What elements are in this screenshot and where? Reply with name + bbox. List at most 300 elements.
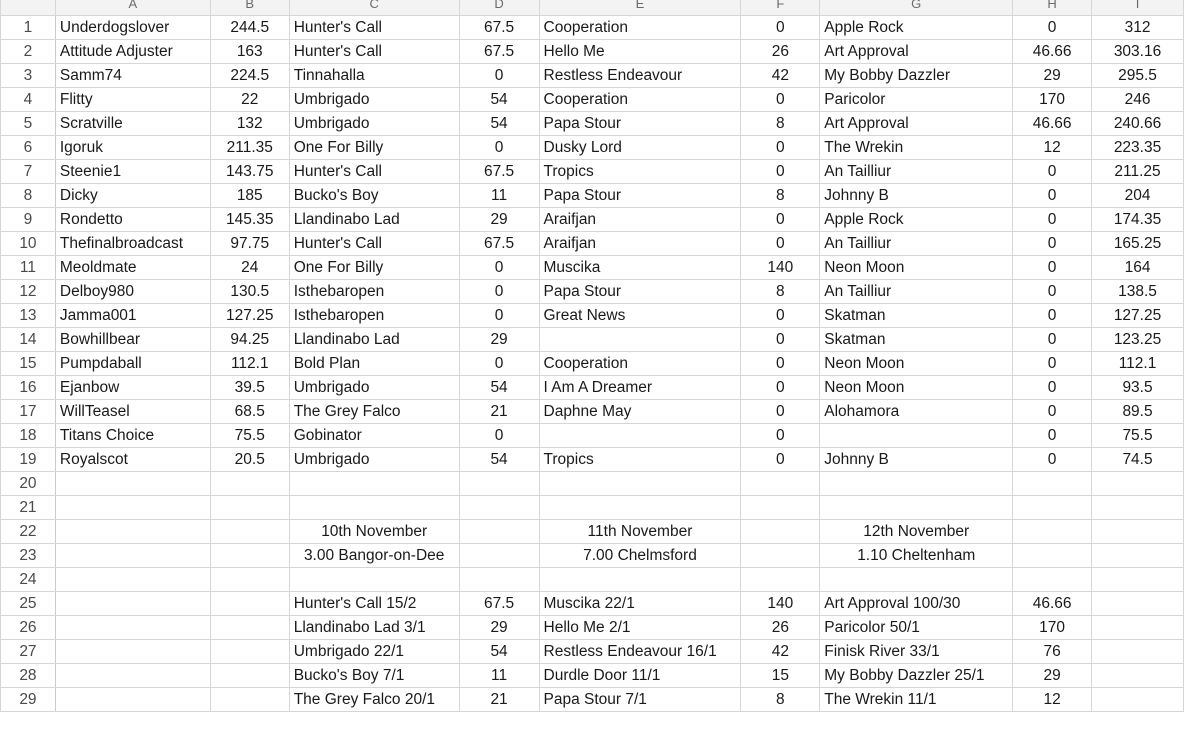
cell[interactable]: 244.5 (210, 16, 289, 40)
cell[interactable] (459, 496, 539, 520)
cell[interactable] (1092, 688, 1184, 712)
cell[interactable] (210, 496, 289, 520)
cell[interactable]: 26 (741, 40, 820, 64)
cell[interactable]: Araifjan (539, 232, 741, 256)
cell[interactable]: Rondetto (55, 208, 210, 232)
cell[interactable]: 246 (1092, 88, 1184, 112)
cell[interactable] (289, 568, 459, 592)
cell[interactable]: WillTeasel (55, 400, 210, 424)
row-header[interactable]: 14 (1, 328, 56, 352)
cell[interactable] (741, 472, 820, 496)
cell[interactable] (1092, 544, 1184, 568)
row-header[interactable]: 9 (1, 208, 56, 232)
row-header[interactable]: 18 (1, 424, 56, 448)
cell[interactable]: Art Approval (820, 112, 1013, 136)
cell[interactable]: 8 (741, 112, 820, 136)
cell[interactable]: Daphne May (539, 400, 741, 424)
cell[interactable]: 21 (459, 688, 539, 712)
cell[interactable] (1092, 616, 1184, 640)
cell[interactable] (820, 496, 1013, 520)
cell[interactable]: Muscika 22/1 (539, 592, 741, 616)
cell[interactable]: Hello Me 2/1 (539, 616, 741, 640)
cell[interactable]: 29 (459, 328, 539, 352)
cell[interactable]: 21 (459, 400, 539, 424)
cell[interactable]: 0 (459, 352, 539, 376)
cell[interactable]: The Grey Falco (289, 400, 459, 424)
row-header[interactable]: 26 (1, 616, 56, 640)
cell[interactable] (820, 568, 1013, 592)
cell[interactable] (1092, 568, 1184, 592)
cell[interactable]: 130.5 (210, 280, 289, 304)
cell[interactable] (55, 472, 210, 496)
cell[interactable]: 68.5 (210, 400, 289, 424)
cell[interactable]: 0 (741, 136, 820, 160)
row-header[interactable]: 1 (1, 16, 56, 40)
cell[interactable]: Steenie1 (55, 160, 210, 184)
cell[interactable]: 123.25 (1092, 328, 1184, 352)
cell[interactable] (1092, 472, 1184, 496)
cell[interactable]: 0 (741, 208, 820, 232)
row-header[interactable]: 22 (1, 520, 56, 544)
cell[interactable]: Art Approval 100/30 (820, 592, 1013, 616)
cell[interactable]: 112.1 (1092, 352, 1184, 376)
cell[interactable] (539, 424, 741, 448)
cell[interactable]: 67.5 (459, 592, 539, 616)
cell[interactable]: 174.35 (1092, 208, 1184, 232)
cell[interactable] (741, 544, 820, 568)
cell[interactable]: 10th November (289, 520, 459, 544)
cell[interactable]: Neon Moon (820, 376, 1013, 400)
row-header[interactable]: 17 (1, 400, 56, 424)
cell[interactable]: 42 (741, 64, 820, 88)
cell[interactable]: Hunter's Call (289, 160, 459, 184)
cell[interactable]: 29 (459, 208, 539, 232)
cell[interactable]: 54 (459, 640, 539, 664)
row-header[interactable]: 5 (1, 112, 56, 136)
cell[interactable] (55, 544, 210, 568)
cell[interactable] (1092, 664, 1184, 688)
row-header[interactable]: 4 (1, 88, 56, 112)
cell[interactable]: 75.5 (210, 424, 289, 448)
cell[interactable]: 0 (1013, 160, 1092, 184)
cell[interactable]: One For Billy (289, 136, 459, 160)
cell[interactable]: 97.75 (210, 232, 289, 256)
cell[interactable]: Samm74 (55, 64, 210, 88)
cell[interactable]: Titans Choice (55, 424, 210, 448)
cell[interactable] (459, 544, 539, 568)
cell[interactable]: An Tailliur (820, 160, 1013, 184)
cell[interactable]: 46.66 (1013, 40, 1092, 64)
cell[interactable]: 15 (741, 664, 820, 688)
cell[interactable] (539, 328, 741, 352)
cell[interactable] (539, 496, 741, 520)
cell[interactable]: Umbrigado (289, 112, 459, 136)
row-header[interactable]: 28 (1, 664, 56, 688)
cell[interactable]: Apple Rock (820, 16, 1013, 40)
cell[interactable]: Great News (539, 304, 741, 328)
cell[interactable]: Isthebaropen (289, 280, 459, 304)
cell[interactable]: 145.35 (210, 208, 289, 232)
cell[interactable]: 0 (741, 448, 820, 472)
row-header[interactable]: 2 (1, 40, 56, 64)
cell[interactable]: 0 (1013, 256, 1092, 280)
row-header[interactable]: 6 (1, 136, 56, 160)
cell[interactable]: Skatman (820, 304, 1013, 328)
cell[interactable]: 165.25 (1092, 232, 1184, 256)
cell[interactable]: 140 (741, 256, 820, 280)
row-header[interactable]: 19 (1, 448, 56, 472)
cell[interactable]: Neon Moon (820, 256, 1013, 280)
cell[interactable]: Durdle Door 11/1 (539, 664, 741, 688)
cell[interactable]: Llandinabo Lad (289, 328, 459, 352)
cell[interactable]: 12th November (820, 520, 1013, 544)
cell[interactable]: 7.00 Chelmsford (539, 544, 741, 568)
cell[interactable]: 11 (459, 664, 539, 688)
cell[interactable]: 312 (1092, 16, 1184, 40)
row-header[interactable]: 11 (1, 256, 56, 280)
cell[interactable]: 29 (459, 616, 539, 640)
cell[interactable] (459, 568, 539, 592)
column-header[interactable]: B (210, 0, 289, 16)
cell[interactable]: Bowhillbear (55, 328, 210, 352)
cell[interactable] (210, 664, 289, 688)
cell[interactable] (55, 688, 210, 712)
cell[interactable]: 0 (459, 256, 539, 280)
cell[interactable]: 76 (1013, 640, 1092, 664)
cell[interactable]: An Tailliur (820, 280, 1013, 304)
cell[interactable]: Hunter's Call (289, 16, 459, 40)
row-header[interactable]: 20 (1, 472, 56, 496)
cell[interactable] (210, 688, 289, 712)
cell[interactable]: Attitude Adjuster (55, 40, 210, 64)
cell[interactable]: Scratville (55, 112, 210, 136)
cell[interactable]: My Bobby Dazzler (820, 64, 1013, 88)
cell[interactable]: 24 (210, 256, 289, 280)
cell[interactable]: Umbrigado 22/1 (289, 640, 459, 664)
cell[interactable]: Araifjan (539, 208, 741, 232)
cell[interactable] (459, 520, 539, 544)
row-header[interactable]: 15 (1, 352, 56, 376)
cell[interactable]: Igoruk (55, 136, 210, 160)
cell[interactable]: The Wrekin (820, 136, 1013, 160)
cell[interactable]: 127.25 (1092, 304, 1184, 328)
cell[interactable] (1013, 496, 1092, 520)
cell[interactable]: Flitty (55, 88, 210, 112)
column-header[interactable]: H (1013, 0, 1092, 16)
cell[interactable]: 223.35 (1092, 136, 1184, 160)
cell[interactable]: Papa Stour (539, 280, 741, 304)
cell[interactable]: 0 (1013, 16, 1092, 40)
cell[interactable]: 67.5 (459, 40, 539, 64)
cell[interactable]: 112.1 (210, 352, 289, 376)
cell[interactable]: Bucko's Boy 7/1 (289, 664, 459, 688)
cell[interactable]: 140 (741, 592, 820, 616)
cell[interactable]: An Tailliur (820, 232, 1013, 256)
cell[interactable] (1092, 520, 1184, 544)
row-header[interactable]: 16 (1, 376, 56, 400)
cell[interactable]: Skatman (820, 328, 1013, 352)
cell[interactable]: 67.5 (459, 16, 539, 40)
row-header[interactable]: 24 (1, 568, 56, 592)
cell[interactable]: 240.66 (1092, 112, 1184, 136)
cell[interactable]: Neon Moon (820, 352, 1013, 376)
cell[interactable]: Gobinator (289, 424, 459, 448)
cell[interactable]: Papa Stour (539, 184, 741, 208)
cell[interactable]: 303.16 (1092, 40, 1184, 64)
cell[interactable]: 0 (1013, 376, 1092, 400)
cell[interactable]: Tropics (539, 448, 741, 472)
cell[interactable]: 94.25 (210, 328, 289, 352)
cell[interactable]: 163 (210, 40, 289, 64)
cell[interactable]: Cooperation (539, 16, 741, 40)
cell[interactable]: 12 (1013, 688, 1092, 712)
cell[interactable] (210, 640, 289, 664)
cell[interactable]: Paricolor (820, 88, 1013, 112)
row-header[interactable]: 7 (1, 160, 56, 184)
column-header[interactable]: G (820, 0, 1013, 16)
cell[interactable]: Tropics (539, 160, 741, 184)
cell[interactable]: 0 (1013, 424, 1092, 448)
cell[interactable]: The Grey Falco 20/1 (289, 688, 459, 712)
cell[interactable]: 54 (459, 88, 539, 112)
cell[interactable] (210, 472, 289, 496)
cell[interactable]: Hunter's Call (289, 232, 459, 256)
cell[interactable]: 0 (1013, 184, 1092, 208)
cell[interactable]: 46.66 (1013, 592, 1092, 616)
column-header[interactable]: A (55, 0, 210, 16)
cell[interactable] (820, 472, 1013, 496)
cell[interactable]: 74.5 (1092, 448, 1184, 472)
cell[interactable]: Hello Me (539, 40, 741, 64)
cell[interactable]: 0 (1013, 328, 1092, 352)
cell[interactable] (55, 640, 210, 664)
cell[interactable] (210, 520, 289, 544)
cell[interactable]: 0 (741, 16, 820, 40)
cell[interactable]: 29 (1013, 664, 1092, 688)
cell[interactable]: 0 (741, 424, 820, 448)
cell[interactable]: Cooperation (539, 88, 741, 112)
cell[interactable]: 75.5 (1092, 424, 1184, 448)
row-header[interactable]: 10 (1, 232, 56, 256)
cell[interactable]: 42 (741, 640, 820, 664)
cell[interactable]: 132 (210, 112, 289, 136)
cell[interactable]: 0 (1013, 400, 1092, 424)
cell[interactable]: 185 (210, 184, 289, 208)
cell[interactable]: Llandinabo Lad (289, 208, 459, 232)
cell[interactable]: 54 (459, 112, 539, 136)
cell[interactable]: 46.66 (1013, 112, 1092, 136)
cell[interactable] (1013, 568, 1092, 592)
cell[interactable] (55, 496, 210, 520)
cell[interactable]: 0 (741, 304, 820, 328)
cell[interactable]: Thefinalbroadcast (55, 232, 210, 256)
cell[interactable] (289, 496, 459, 520)
cell[interactable]: One For Billy (289, 256, 459, 280)
cell[interactable]: 170 (1013, 616, 1092, 640)
cell[interactable]: Muscika (539, 256, 741, 280)
cell[interactable]: I Am A Dreamer (539, 376, 741, 400)
cell[interactable]: Papa Stour 7/1 (539, 688, 741, 712)
row-header[interactable]: 21 (1, 496, 56, 520)
cell[interactable]: 164 (1092, 256, 1184, 280)
select-all-corner[interactable] (1, 0, 56, 16)
cell[interactable]: Umbrigado (289, 88, 459, 112)
cell[interactable] (1092, 592, 1184, 616)
cell[interactable]: 20.5 (210, 448, 289, 472)
cell[interactable]: 0 (459, 304, 539, 328)
cell[interactable]: 0 (459, 280, 539, 304)
cell[interactable]: 0 (459, 136, 539, 160)
cell[interactable]: 0 (1013, 448, 1092, 472)
cell[interactable]: 0 (741, 328, 820, 352)
row-header[interactable]: 25 (1, 592, 56, 616)
row-header[interactable]: 27 (1, 640, 56, 664)
cell[interactable]: Bold Plan (289, 352, 459, 376)
cell[interactable]: Delboy980 (55, 280, 210, 304)
cell[interactable]: 29 (1013, 64, 1092, 88)
cell[interactable]: Johnny B (820, 448, 1013, 472)
cell[interactable] (539, 472, 741, 496)
cell[interactable] (55, 520, 210, 544)
cell[interactable]: Cooperation (539, 352, 741, 376)
cell[interactable]: Apple Rock (820, 208, 1013, 232)
cell[interactable]: 211.25 (1092, 160, 1184, 184)
cell[interactable]: 0 (1013, 304, 1092, 328)
cell[interactable] (1092, 496, 1184, 520)
cell[interactable] (820, 424, 1013, 448)
cell[interactable]: 0 (741, 400, 820, 424)
cell[interactable]: Ejanbow (55, 376, 210, 400)
cell[interactable]: My Bobby Dazzler 25/1 (820, 664, 1013, 688)
column-header[interactable]: I (1092, 0, 1184, 16)
cell[interactable] (55, 592, 210, 616)
cell[interactable]: 8 (741, 688, 820, 712)
cell[interactable]: Johnny B (820, 184, 1013, 208)
cell[interactable]: 224.5 (210, 64, 289, 88)
cell[interactable]: 11th November (539, 520, 741, 544)
cell[interactable]: 0 (741, 160, 820, 184)
cell[interactable]: Dicky (55, 184, 210, 208)
cell[interactable] (210, 616, 289, 640)
cell[interactable]: 11 (459, 184, 539, 208)
column-header[interactable]: D (459, 0, 539, 16)
cell[interactable] (210, 544, 289, 568)
cell[interactable]: Restless Endeavour 16/1 (539, 640, 741, 664)
cell[interactable]: 8 (741, 280, 820, 304)
cell[interactable]: 93.5 (1092, 376, 1184, 400)
cell[interactable]: Umbrigado (289, 376, 459, 400)
cell[interactable]: 39.5 (210, 376, 289, 400)
cell[interactable] (55, 664, 210, 688)
row-header[interactable]: 23 (1, 544, 56, 568)
cell[interactable]: 0 (1013, 280, 1092, 304)
cell[interactable]: Papa Stour (539, 112, 741, 136)
cell[interactable]: 0 (741, 88, 820, 112)
cell[interactable]: Hunter's Call (289, 40, 459, 64)
cell[interactable] (1092, 640, 1184, 664)
cell[interactable]: Art Approval (820, 40, 1013, 64)
cell[interactable]: Llandinabo Lad 3/1 (289, 616, 459, 640)
cell[interactable]: Isthebaropen (289, 304, 459, 328)
row-header[interactable]: 29 (1, 688, 56, 712)
row-header[interactable]: 12 (1, 280, 56, 304)
cell[interactable] (1013, 520, 1092, 544)
cell[interactable] (1013, 472, 1092, 496)
cell[interactable]: 8 (741, 184, 820, 208)
cell[interactable] (741, 568, 820, 592)
cell[interactable]: 0 (741, 376, 820, 400)
cell[interactable]: Pumpdaball (55, 352, 210, 376)
cell[interactable]: Restless Endeavour (539, 64, 741, 88)
cell[interactable] (1013, 544, 1092, 568)
cell[interactable]: 89.5 (1092, 400, 1184, 424)
cell[interactable]: 0 (741, 352, 820, 376)
cell[interactable]: Hunter's Call 15/2 (289, 592, 459, 616)
cell[interactable]: Royalscot (55, 448, 210, 472)
cell[interactable]: 22 (210, 88, 289, 112)
cell[interactable]: 0 (741, 232, 820, 256)
cell[interactable]: Umbrigado (289, 448, 459, 472)
cell[interactable]: 0 (1013, 208, 1092, 232)
cell[interactable]: 0 (1013, 352, 1092, 376)
cell[interactable]: 127.25 (210, 304, 289, 328)
cell[interactable] (55, 568, 210, 592)
cell[interactable]: 54 (459, 448, 539, 472)
cell[interactable]: The Wrekin 11/1 (820, 688, 1013, 712)
cell[interactable]: 0 (459, 64, 539, 88)
cell[interactable]: 295.5 (1092, 64, 1184, 88)
cell[interactable] (55, 616, 210, 640)
cell[interactable]: 67.5 (459, 160, 539, 184)
column-header[interactable]: E (539, 0, 741, 16)
cell[interactable]: 170 (1013, 88, 1092, 112)
cell[interactable]: 211.35 (210, 136, 289, 160)
cell[interactable]: Paricolor 50/1 (820, 616, 1013, 640)
cell[interactable] (459, 472, 539, 496)
cell[interactable]: Meoldmate (55, 256, 210, 280)
cell[interactable]: Bucko's Boy (289, 184, 459, 208)
cell[interactable] (741, 496, 820, 520)
cell[interactable] (210, 592, 289, 616)
cell[interactable] (539, 568, 741, 592)
row-header[interactable]: 13 (1, 304, 56, 328)
cell[interactable]: Alohamora (820, 400, 1013, 424)
row-header[interactable]: 3 (1, 64, 56, 88)
cell[interactable]: Dusky Lord (539, 136, 741, 160)
cell[interactable]: 12 (1013, 136, 1092, 160)
cell[interactable]: 204 (1092, 184, 1184, 208)
cell[interactable]: 67.5 (459, 232, 539, 256)
cell[interactable]: 3.00 Bangor-on-Dee (289, 544, 459, 568)
cell[interactable]: 0 (1013, 232, 1092, 256)
cell[interactable] (289, 472, 459, 496)
cell[interactable]: 1.10 Cheltenham (820, 544, 1013, 568)
cell[interactable] (210, 568, 289, 592)
cell[interactable]: Underdogslover (55, 16, 210, 40)
cell[interactable]: 138.5 (1092, 280, 1184, 304)
cell[interactable]: Finisk River 33/1 (820, 640, 1013, 664)
cell[interactable]: 54 (459, 376, 539, 400)
column-header[interactable]: F (741, 0, 820, 16)
cell[interactable]: Tinnahalla (289, 64, 459, 88)
cell[interactable]: Jamma001 (55, 304, 210, 328)
cell[interactable]: 143.75 (210, 160, 289, 184)
cell[interactable] (741, 520, 820, 544)
column-header[interactable]: C (289, 0, 459, 16)
cell[interactable]: 26 (741, 616, 820, 640)
row-header[interactable]: 8 (1, 184, 56, 208)
cell[interactable]: 0 (459, 424, 539, 448)
